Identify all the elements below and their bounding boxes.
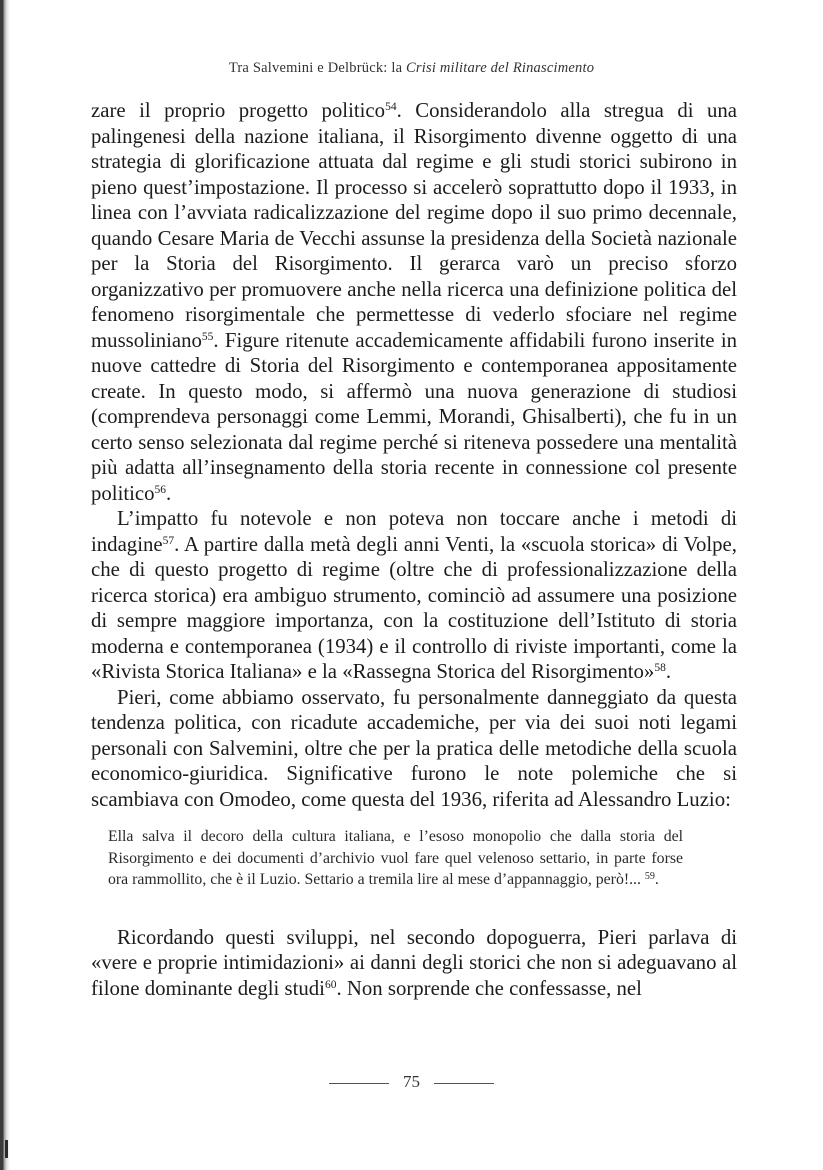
text-run: zare il proprio progetto politico	[91, 99, 386, 122]
text-run: .	[166, 481, 172, 505]
text-run: . Considerandolo alla stregua di una palingenesi della nazione italiana, il Risorgimento divenne oggetto di una strategia di glorificazione attuata dal regime e gli studi storici subirono in pieno quest’impostazione. Il processo si accelerò soprattutto dopo il 1933, in linea con l’avviata radicalizzazione del regime dopo il suo primo decennale, quando Cesare Maria de Vecchi assunse la presidenza della Società nazionale per la Storia del Risorgimento. Il gerarca varò un preciso sforzo organizzativo per promuovere anche nella ricerca una definizione politica del fenomeno risorgimentale che permettesse di vederlo sfociare nel regime mussoliniano	[91, 99, 737, 352]
block-quote	[108, 826, 683, 891]
binding-mark	[5, 1140, 8, 1158]
footnote-ref[interactable]: 57	[162, 534, 175, 547]
text-run: Ella salva il decoro della cultura italiana, e l’esoso monopolio che dalla storia del Risorgimento e dei documenti d’archivio vuol fare quel velenoso settario, in parte forse ora rammollito, che è il Luzio. Settario a tremila lire al mese d’appannaggio, però!...	[108, 828, 683, 888]
text-run: L’impatto fu notevole e non poteva non toccare anche i metodi di indagine	[91, 507, 737, 556]
page-number: 75	[403, 1072, 420, 1091]
text-run: . A partire dalla metà degli anni Venti, la «scuola storica» di Volpe, che di questo progetto di regime (oltre che di professionalizzazione della ricerca storica) era ambiguo strumento, cominciò ad assumere una posizione di sempre maggiore importanza, con la costituzione dell’Istituto di storia moderna e contemporanea (1934) e il controllo di riviste importanti, come la «Rivista Storica Italiana» e la «Rassegna Storica del Risorgimento»	[91, 532, 737, 683]
paragraph	[91, 506, 737, 685]
paragraph	[91, 98, 737, 506]
page-footer	[0, 1072, 823, 1092]
footnote-ref[interactable]: 55	[201, 330, 214, 343]
footnote-ref[interactable]: 59	[644, 871, 655, 882]
text-run: Ricordando questi sviluppi, nel secondo dopoguerra, Pieri parlava di «vere e proprie intimidazioni» ai danni degli storici che non si adeguavano al filone dominante degli studi	[91, 925, 737, 1000]
paragraph	[91, 925, 737, 1002]
footnote-ref[interactable]: 56	[154, 483, 167, 496]
footnote-ref[interactable]: 58	[654, 662, 666, 674]
text-run: Pieri, come abbiamo osservato, fu personalmente danneggiato da questa tendenza politica, con ricadute accademiche, per via dei suoi noti legami personali con Salvemini, oltre che per la pratica delle metodiche della scuola economico-giuridica. Significative furono le note polemiche che si scambiava con Omodeo, come questa del 1936, riferita ad Alessandro Luzio:	[91, 685, 737, 811]
text-run: . Non sorprende che confessasse, nel	[336, 976, 642, 1000]
running-head-italic-title: Crisi militare del Rinascimento	[406, 60, 595, 76]
body-text	[91, 98, 737, 1001]
text-run: .	[654, 871, 659, 888]
text-run: . Figure ritenute accademicamente affidabili furono inserite in nuove cattedre di Storia del Risorgimento e contemporanea appositamente create. In questo modo, si affermò una nuova generazione di studiosi (comprendeva personaggi come Lemmi, Morandi, Ghisalberti), che fu in un certo senso selezionata dal regime perché si riteneva possedere una mentalità più adatta all’insegnamento della storia recente in connessione col presente politico	[91, 328, 737, 505]
footer-rule-right	[434, 1083, 494, 1084]
text-run: .	[665, 660, 672, 683]
paragraph	[91, 685, 737, 813]
running-head-prefix: Tra Salvemini e Delbrück: la	[228, 60, 407, 76]
binding-edge	[0, 0, 10, 1170]
footnote-ref[interactable]: 54	[385, 101, 397, 113]
footnote-ref[interactable]: 60	[324, 978, 337, 991]
running-head	[0, 60, 823, 77]
footer-rule-left	[329, 1083, 389, 1084]
